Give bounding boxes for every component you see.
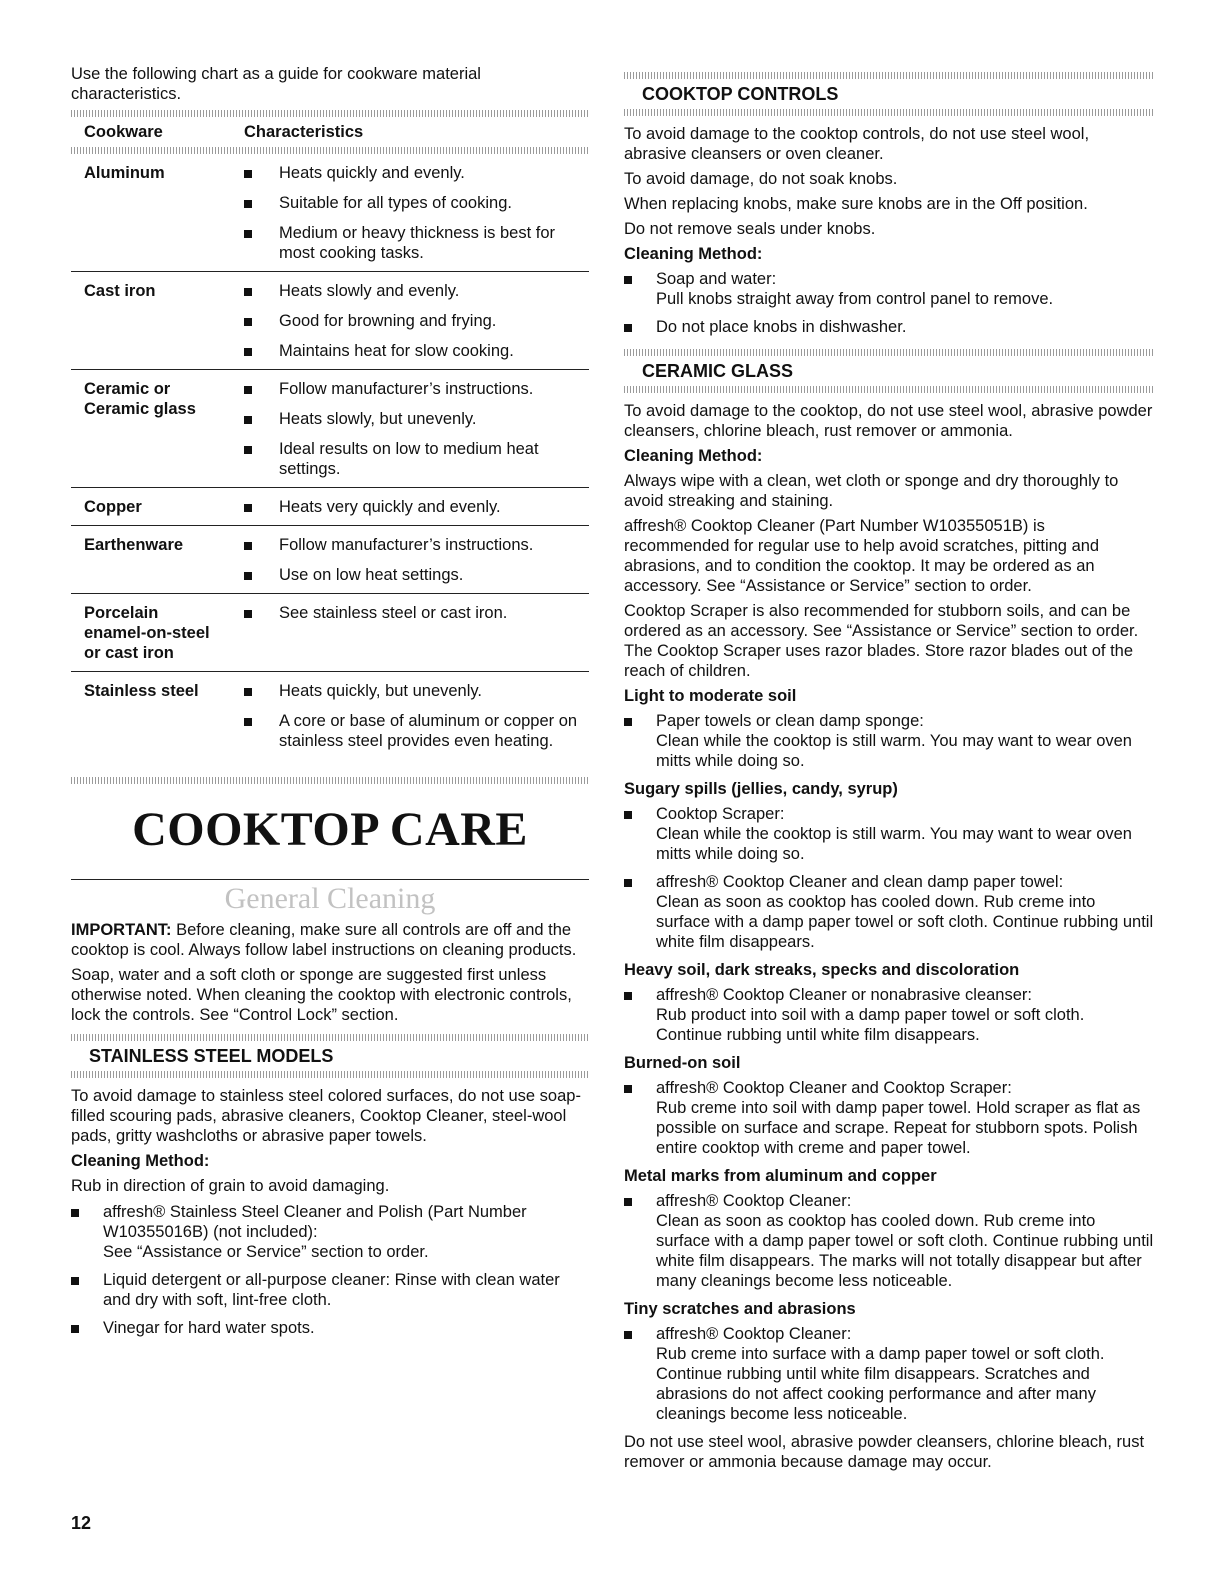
controls-paragraph: Do not remove seals under knobs. xyxy=(624,220,876,238)
stainless-intro: To avoid damage to stainless steel colored surfaces, do not use soap-filled scouring pads, abrasive cleaners, Cooktop Cleaner, steel-wool pads, gritty washcloths or abrasive paper towels. xyxy=(71,1087,581,1145)
ceramic-soils xyxy=(624,686,1154,1424)
cookware-cell: Copper xyxy=(84,498,142,516)
square-bullet-icon xyxy=(71,1209,79,1217)
bullet-text: Heats very quickly and evenly. xyxy=(279,498,501,516)
bullet-item xyxy=(244,439,589,479)
bullet-text: Follow manufacturer’s instructions. xyxy=(279,536,534,554)
square-bullet-icon xyxy=(244,230,252,238)
square-bullet-icon xyxy=(244,200,252,208)
ceramic-closing: Do not use steel wool, abrasive powder cleansers, chlorine bleach, rust remover or ammonia because damage may occur. xyxy=(624,1433,1145,1471)
controls-paragraph: When replacing knobs, make sure knobs are in the Off position. xyxy=(624,195,1088,213)
controls-heading: COOKTOP CONTROLS xyxy=(642,84,839,104)
table-row xyxy=(71,488,589,526)
characteristics-cell xyxy=(244,681,589,751)
table-row xyxy=(71,672,589,759)
square-bullet-icon xyxy=(71,1277,79,1285)
hatch-divider xyxy=(624,72,1154,79)
soap-text: Soap, water and a soft cloth or sponge are suggested first unless otherwise noted. When cleaning the cooktop with electronic controls, lock the controls. See “Control Lock” section. xyxy=(71,966,572,1024)
ceramic-paragraph: Always wipe with a clean, wet cloth or sponge and dry thoroughly to avoid streaking and staining. xyxy=(624,472,1119,510)
square-bullet-icon xyxy=(244,572,252,580)
hatch-divider xyxy=(71,1071,589,1078)
bullet-text: Heats slowly and evenly. xyxy=(279,282,460,300)
bullet-item xyxy=(624,1191,1154,1291)
stainless-method-label: Cleaning Method: xyxy=(71,1152,210,1170)
characteristics-cell xyxy=(244,163,589,263)
bullet-text: See stainless steel or cast iron. xyxy=(279,604,508,622)
cookware-table xyxy=(71,154,589,759)
bullet-item xyxy=(624,1078,1154,1158)
table-row xyxy=(71,526,589,594)
bullet-text: Heats slowly, but unevenly. xyxy=(279,410,477,428)
header-characteristics: Characteristics xyxy=(244,122,364,141)
bullet-item xyxy=(71,1270,589,1310)
bullet-item xyxy=(244,497,589,517)
bullet-text: Paper towels or clean damp sponge: Clean while the cooktop is still warm. You may want to wear oven mitts while doing so. xyxy=(656,712,1132,770)
bullet-text: Good for browning and frying. xyxy=(279,312,497,330)
hatch-divider xyxy=(71,147,589,154)
square-bullet-icon xyxy=(244,718,252,726)
controls-paragraph: To avoid damage to the cooktop controls, do not use steel wool, abrasive cleansers or oven cleaner. xyxy=(624,125,1090,163)
square-bullet-icon xyxy=(244,416,252,424)
bullet-text: affresh® Cooktop Cleaner or nonabrasive cleanser: Rub product into soil with a damp paper towel or soft cloth. Continue rubbing until white film disappears. xyxy=(656,986,1085,1044)
square-bullet-icon xyxy=(244,288,252,296)
table-row xyxy=(71,370,589,488)
bullet-text: Use on low heat settings. xyxy=(279,566,464,584)
square-bullet-icon xyxy=(244,542,252,550)
square-bullet-icon xyxy=(624,324,632,332)
ceramic-method-label: Cleaning Method: xyxy=(624,447,763,465)
square-bullet-icon xyxy=(244,318,252,326)
bullet-item xyxy=(244,681,589,701)
bullet-item xyxy=(624,711,1154,771)
ceramic-paragraphs xyxy=(624,471,1154,681)
cookware-cell: Cast iron xyxy=(84,282,156,300)
bullet-text: affresh® Cooktop Cleaner: Rub creme into surface with a damp paper towel or soft cloth. Continue rubbing until white film disappears. Scratches and abrasions do not affect cooking performance and after many cleanings become less noticeable. xyxy=(656,1325,1105,1423)
ceramic-paragraph: affresh® Cooktop Cleaner (Part Number W10355051B) is recommended for regular use to help avoid scratches, pitting and abrasions, and to condition the cooktop. It may be ordered as an accessory. See “Assistance or Service” section to order. xyxy=(624,517,1100,595)
bullet-item xyxy=(71,1318,589,1338)
characteristics-cell xyxy=(244,379,589,479)
soil-label: Light to moderate soil xyxy=(624,687,797,705)
characteristics-cell xyxy=(244,535,589,585)
stainless-heading: STAINLESS STEEL MODELS xyxy=(89,1046,334,1066)
bullet-text: Do not place knobs in dishwasher. xyxy=(656,318,907,336)
bullet-text: affresh® Cooktop Cleaner: Clean as soon as cooktop has cooled down. Rub creme into surface with a damp paper towel or soft cloth. Continue rubbing until white film disappears. The marks will not totally disappear but after many cleanings become less noticeable. xyxy=(656,1192,1154,1290)
bullet-text: A core or base of aluminum or copper on stainless steel provides even heating. xyxy=(279,712,578,750)
ceramic-heading: CERAMIC GLASS xyxy=(642,361,794,381)
bullet-item xyxy=(244,711,589,751)
bullet-text: affresh® Cooktop Cleaner and Cooktop Scraper: Rub creme into soil with damp paper towel. Hold scraper as flat as possible on surface and scrape. Repeat for stubborn spots. Polish entire cooktop with creme and paper towel. xyxy=(656,1079,1141,1157)
hatch-divider xyxy=(71,110,589,117)
cookware-cell: Stainless steel xyxy=(84,682,199,700)
bullet-item xyxy=(244,409,589,429)
table-row xyxy=(71,594,589,672)
characteristics-cell xyxy=(244,497,589,517)
table-row xyxy=(71,272,589,370)
bullet-item xyxy=(624,872,1154,952)
bullet-text: Suitable for all types of cooking. xyxy=(279,194,512,212)
bullet-text: Cooktop Scraper: Clean while the cooktop is still warm. You may want to wear oven mitts while doing so. xyxy=(656,805,1132,863)
left-column xyxy=(71,64,589,1346)
square-bullet-icon xyxy=(244,688,252,696)
bullet-text: affresh® Stainless Steel Cleaner and Polish (Part Number W10355016B) (not included): See “Assistance or Service” section to order. xyxy=(103,1203,527,1261)
bullet-item xyxy=(244,565,589,585)
bullet-text: Heats quickly, but unevenly. xyxy=(279,682,482,700)
square-bullet-icon xyxy=(624,992,632,1000)
controls-paragraph: To avoid damage, do not soak knobs. xyxy=(624,170,898,188)
important-label: IMPORTANT: xyxy=(71,921,172,939)
bullet-text: Vinegar for hard water spots. xyxy=(103,1319,315,1337)
bullet-item xyxy=(244,311,589,331)
soil-label: Sugary spills (jellies, candy, syrup) xyxy=(624,780,898,798)
bullet-item xyxy=(624,1324,1154,1424)
hatch-divider xyxy=(71,1034,589,1041)
cookware-cell: Porcelain enamel-on-steel or cast iron xyxy=(84,604,210,662)
bullet-text: Maintains heat for slow cooking. xyxy=(279,342,514,360)
bullet-item xyxy=(624,269,1154,309)
soil-label: Metal marks from aluminum and copper xyxy=(624,1167,937,1185)
section-title: COOKTOP CARE xyxy=(132,803,528,856)
square-bullet-icon xyxy=(244,348,252,356)
soil-label: Tiny scratches and abrasions xyxy=(624,1300,856,1318)
cookware-cell: Ceramic or Ceramic glass xyxy=(84,380,196,418)
bullet-item xyxy=(244,603,589,623)
square-bullet-icon xyxy=(624,1085,632,1093)
table-header xyxy=(84,117,589,147)
ceramic-intro: To avoid damage to the cooktop, do not use steel wool, abrasive powder cleansers, chlorine bleach, rust remover or ammonia. xyxy=(624,402,1153,440)
bullet-item xyxy=(244,163,589,183)
important-text: Before cleaning, make sure all controls are off and the cooktop is cool. Always follow label instructions on cleaning products. xyxy=(71,921,577,959)
square-bullet-icon xyxy=(624,811,632,819)
square-bullet-icon xyxy=(624,718,632,726)
bullet-text: Follow manufacturer’s instructions. xyxy=(279,380,534,398)
square-bullet-icon xyxy=(244,170,252,178)
intro-text: Use the following chart as a guide for cookware material characteristics. xyxy=(71,65,481,103)
bullet-item xyxy=(244,535,589,555)
characteristics-cell xyxy=(244,281,589,361)
square-bullet-icon xyxy=(624,276,632,284)
hatch-divider xyxy=(624,109,1154,116)
bullet-text: Heats quickly and evenly. xyxy=(279,164,465,182)
rule-divider xyxy=(71,879,589,880)
bullet-text: Liquid detergent or all-purpose cleaner: Rinse with clean water and dry with soft, lint-free cloth. xyxy=(103,1271,560,1309)
bullet-item xyxy=(624,985,1154,1045)
characteristics-cell xyxy=(244,603,589,663)
bullet-item xyxy=(624,804,1154,864)
bullet-item xyxy=(244,341,589,361)
bullet-item xyxy=(244,193,589,213)
controls-method-label: Cleaning Method: xyxy=(624,245,763,263)
hatch-divider xyxy=(71,777,589,784)
square-bullet-icon xyxy=(244,386,252,394)
bullet-item xyxy=(244,379,589,399)
controls-bullets xyxy=(624,269,1154,337)
subsection-title: General Cleaning xyxy=(224,882,436,915)
square-bullet-icon xyxy=(624,879,632,887)
cookware-cell: Aluminum xyxy=(84,164,165,182)
stainless-method-text: Rub in direction of grain to avoid damaging. xyxy=(71,1177,390,1195)
square-bullet-icon xyxy=(624,1331,632,1339)
bullet-item xyxy=(71,1202,589,1262)
square-bullet-icon xyxy=(71,1325,79,1333)
header-cookware: Cookware xyxy=(84,122,163,141)
square-bullet-icon xyxy=(624,1198,632,1206)
stainless-bullets xyxy=(71,1202,589,1338)
bullet-item xyxy=(244,223,589,263)
important-note xyxy=(71,920,589,960)
right-column xyxy=(624,72,1154,1477)
bullet-text: Medium or heavy thickness is best for most cooking tasks. xyxy=(279,224,556,262)
table-row xyxy=(71,154,589,272)
bullet-text: affresh® Cooktop Cleaner and clean damp paper towel: Clean as soon as cooktop has cooled down. Rub creme into surface with a damp paper towel or soft cloth. Continue rubbing until white film disappears. xyxy=(656,873,1154,951)
square-bullet-icon xyxy=(244,446,252,454)
ceramic-paragraph: Cooktop Scraper is also recommended for stubborn soils, and can be ordered as an accessory. See “Assistance or Service” section to order. The Cooktop Scraper uses razor blades. Store razor blades out of the reach of children. xyxy=(624,602,1139,680)
soil-label: Burned-on soil xyxy=(624,1054,741,1072)
soil-label: Heavy soil, dark streaks, specks and discoloration xyxy=(624,961,1020,979)
square-bullet-icon xyxy=(244,610,252,618)
square-bullet-icon xyxy=(244,504,252,512)
bullet-item xyxy=(244,281,589,301)
controls-paragraphs xyxy=(624,124,1154,239)
bullet-text: Ideal results on low to medium heat settings. xyxy=(279,440,539,478)
bullet-item xyxy=(624,317,1154,337)
page-number: 12 xyxy=(71,1513,92,1533)
hatch-divider xyxy=(624,349,1154,356)
bullet-text: Soap and water: Pull knobs straight away from control panel to remove. xyxy=(656,270,1054,308)
hatch-divider xyxy=(624,386,1154,393)
cookware-cell: Earthenware xyxy=(84,536,184,554)
